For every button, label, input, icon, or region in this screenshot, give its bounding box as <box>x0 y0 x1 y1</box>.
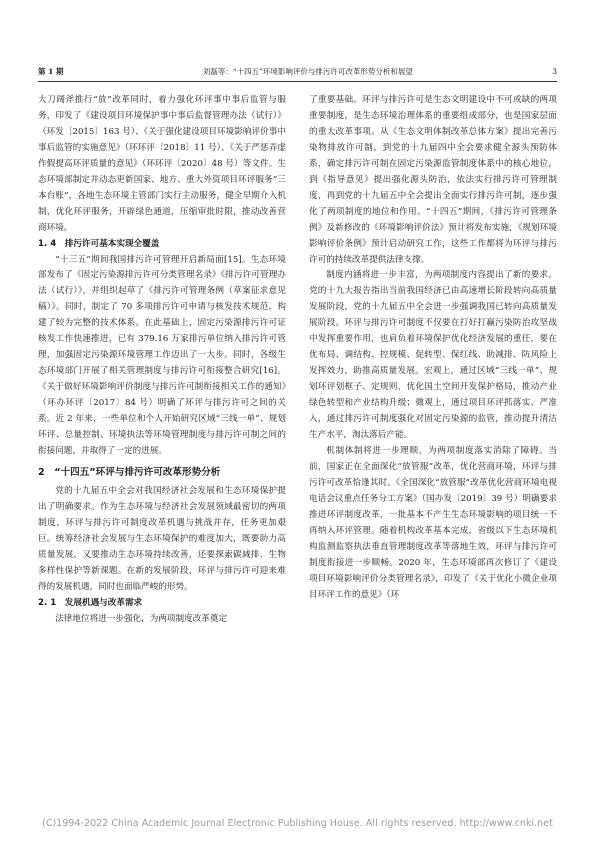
section-heading-1-4: 1. 4 排污许可基本实现全覆盖 <box>38 238 160 249</box>
right-paragraph-1: 了重要基础。环评与排污许可是生态文明建设中不可或缺的两项重要制度，是生态环境治理体系的重要组成部分，也是国家层面的重大改革事项。从《生态文明体制改革总体方案》提出完善污染物排放许可制，到党的十九届四中全会要求健全源头预防体系，确定排污许可制在固定污染源监管制度体系中的核心地位，到《指导意见》提出强化源头防治，依法实行排污许可管理制度，再到党的十九届五中全会提出全面实行排污许可制，逐步强化了两项制度的地位和作用。“十四五”期间，《排污许可管理条例》及新修改的《环境影响评价法》预计将发布实施，《规划环境影响评价条例》预计启动研究工作，这些工作都将为环评与排污许可的持续改革提供法律支撑。 <box>309 95 557 265</box>
section-heading-2: 2 “十四五”环评与排污许可改革形势分析 <box>38 466 221 478</box>
issue-number: 第 1 期 <box>38 66 64 76</box>
left-paragraph-2: “十三五”期间我国排污许可管理开启新局面[15]。生态环境部发布了《固定污染源排污许可分类管理名录》《排污许可管理办法（试行）》，并组织起草了《排污许可管理条例（草案征求意见稿）》。同时，制定了 70 多项排污许可申请与核发技术规范，构建了较为完整的技术体系。在此基础上，固定污染源排污许可证核发工作快速推进，已有 379.16 万家排污单位纳入排污许可管理，加强固定污染源环境管理工作迈出了一大步。同时，各级生态环境部门开展了相关管理制度与排污许可衔接整合研究[16]。《关于做好环境影响评价制度与排污许可制衔接相关工作的通知》（环办环评〔2017〕84 号）明确了环评与排污许可之间的关系。近 2 年来，一些单位和个人开始研究区域“三线一单”、规划环评、总量控制、环境执法等环境管理制度与排污许可制之间的衔接问题，并取得了一定的进展。 <box>38 254 286 456</box>
left-column <box>38 93 286 628</box>
page-number: 3 <box>552 66 557 76</box>
right-column <box>309 93 557 604</box>
right-paragraph-3: 机制体制将进一步理顺，为两项制度落实消除了障碍。当前，国家正在全面深化“放管服”改革，优化营商环境，环评与排污许可改革恰逢其时。《全国深化“放管服”改革优化营商环境电视电话会议重点任务分工方案》（国办发〔2019〕39 号）明确要求推进环评制度改革，一批基本不产生生态环境影响的项目统一不再纳入环评管理。随着机构改革基本完成，省级以下生态环境机构监测监察执法垂直管理制度改革等落地生效，环评与排污许可制度衔接进一步顺畅。2020 年，生态环境部再次修订了《建设项目环境影响评价分类管理名录》，印发了《关于优化小微企业项目环评工作的意见》（环 <box>309 445 557 600</box>
right-paragraph-2: 制度内涵将进一步丰富，为两项制度内容提出了新的要求。党的十九大报告指出当前我国经济已由高速增长阶段转向高质量发展阶段，党的十九届五中全会进一步强调我国已转向高质量发展阶段。环评与排污许可制度不仅要在打好打赢污染防治攻坚战中发挥重要作用，也肩负着环境保护优化经济发展的重任，要在优布局、调结构、控规模、促转型、保红线、助减排、防风险上发挥效力，助推高质量发展。宏观上，通过区域“三线一单”、规划环评划框子、定规则，优化国土空间开发保护格局，推动产业绿色转型和产业结构升级；微观上，通过项目环评抓落实、严准入，通过排污许可制度强化对固定污染源的监管，推动提升清洁生产水平，淘汰落后产能。 <box>309 270 557 441</box>
left-paragraph-1: 大刀阔斧推行“放”改革同时，着力强化环评事中事后监管与服务，印发了《建设项目环境保护事中事后监督管理办法（试行）》（环发〔2015〕163 号）、《关于强化建设项目环境影响评价事中事后监管的实施意见》（环环评〔2018〕11 号）、《关于严惩弄虚作假提高环评质量的意见》（环环评〔2020〕48 号）等文件。生态环境部制定并动态更新国家、地方、重大外资项目环评服务“三本台账”，各地生态环境主管部门实行主动服务，健全早期介入机制，优化环评服务，开辟绿色通道，压缩审批时限，推动改善营商环境。 <box>38 95 286 233</box>
section-heading-2-1: 2. 1 发展机遇与改革需求 <box>38 597 143 608</box>
running-title: 刘磊等：“十四五”环境影响评价与排污许可改革形势分析和展望 <box>202 66 413 76</box>
copyright-footer: (C)1994-2022 China Academic Journal Electronic Publishing House. All rights reserved. http://www.cnki.net <box>42 818 553 829</box>
running-header <box>38 64 557 82</box>
left-paragraph-3: 党的十九届五中全会对我国经济社会发展和生态环境保护提出了明确要求。作为生态环境与经济社会发展领域最密切的两项制度，环评与排污许可制度改革机遇与挑战并存，任务更加艰巨。统筹经济社会发展与生态环境保护的难度加大，既要助力高质量发展，又要推动生态环境持续改善，还要探索碳减排、生物多样性保护等新课题。在新的发展阶段，环评与排污许可迎来难得的发展机遇，同时也面临严峻的形势。 <box>38 485 286 592</box>
left-paragraph-4: 法律地位将进一步强化，为两项制度改革奠定 <box>55 613 228 624</box>
